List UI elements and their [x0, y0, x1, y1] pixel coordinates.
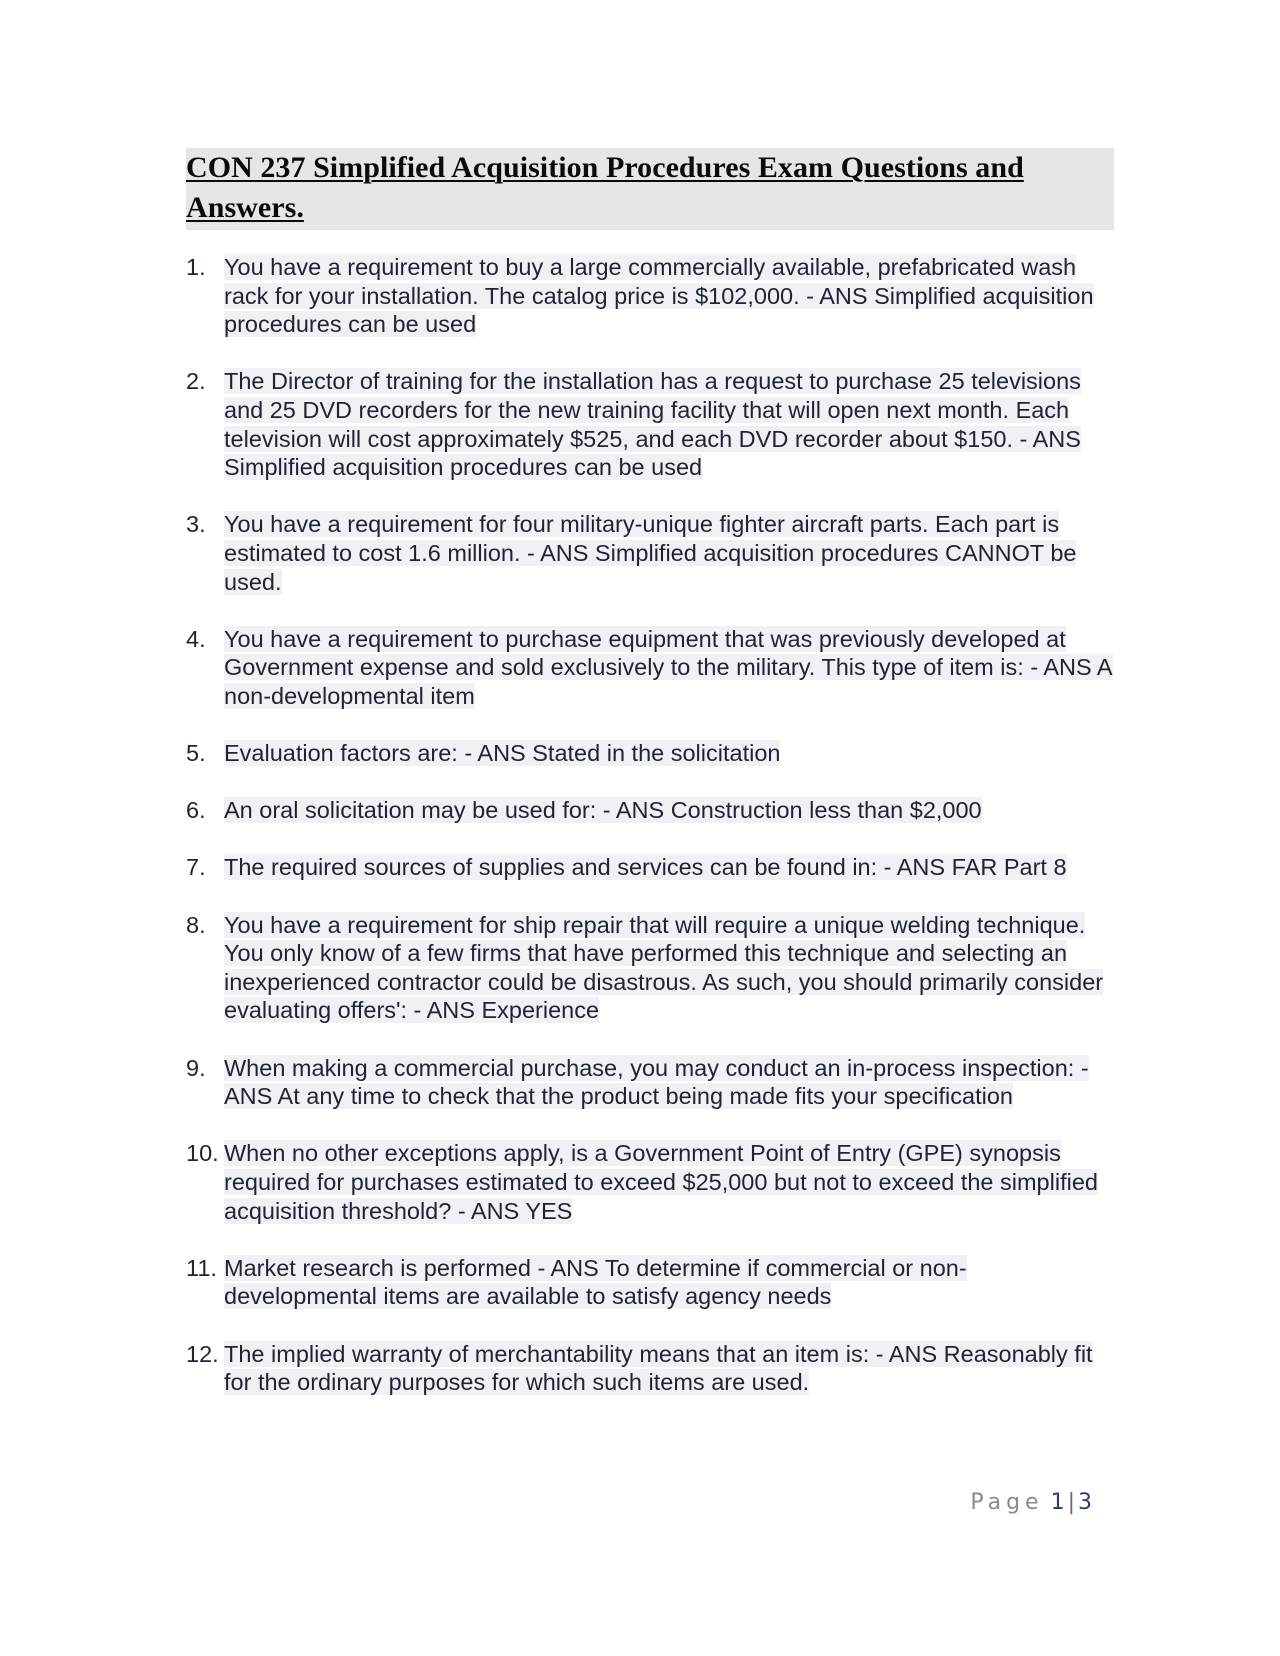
title-block [186, 148, 1114, 230]
list-item-text: The required sources of supplies and services can be found in: - ANS FAR Part 8 [224, 854, 1067, 881]
question-list [186, 253, 1116, 1425]
list-item-number: 11. [186, 1254, 217, 1281]
list-item [186, 253, 1116, 339]
list-item [186, 510, 1116, 596]
page-total: 3 [1078, 1490, 1092, 1515]
list-item-number: 10. [186, 1140, 219, 1167]
list-item-number: 1. [186, 254, 206, 280]
list-item [186, 1139, 1116, 1225]
list-item [186, 853, 1116, 882]
list-item-number: 9. [186, 1054, 206, 1081]
page-footer [970, 1490, 1092, 1515]
list-item-number: 8. [186, 911, 206, 938]
list-item [186, 796, 1116, 825]
list-item-number: 2. [186, 368, 206, 395]
list-item-text: When making a commercial purchase, you may conduct an in-process inspection: - ANS At any time to check that the product being made fits your specification [224, 1054, 1089, 1110]
list-item-text: Evaluation factors are: - ANS Stated in the solicitation [224, 740, 781, 767]
list-item-text: You have a requirement for ship repair that will require a unique welding technique. You only know of a few firms that have performed this technique and selecting an inexperienced contractor could be disastrous. As such, you should primarily consider evaluating offers': - ANS Experience [224, 911, 1104, 1024]
list-item [186, 1340, 1116, 1397]
list-item-number: 4. [186, 625, 206, 652]
page-current: 1 [1050, 1490, 1065, 1515]
list-item-number: 5. [186, 740, 206, 767]
list-item-text: An oral solicitation may be used for: - ANS Construction less than $2,000 [224, 797, 982, 824]
list-item [186, 739, 1116, 768]
page-label: Page [970, 1490, 1044, 1515]
list-item [186, 367, 1116, 481]
list-item-text: You have a requirement for four military-unique fighter aircraft parts. Each part is estimated to cost 1.6 million. - ANS Simplified acquisition procedures CANNOT be used. [224, 511, 1077, 595]
list-item-text: When no other exceptions apply, is a Government Point of Entry (GPE) synopsis required for purchases estimated to exceed $25,000 but not to exceed the simplified acquisition threshold? - ANS YES [224, 1140, 1098, 1224]
list-item [186, 1054, 1116, 1111]
list-item [186, 1254, 1116, 1311]
list-item-text: You have a requirement to purchase equipment that was previously developed at Government expense and sold exclusively to the military. This type of item is: - ANS A non-developmental item [224, 625, 1113, 709]
list-item [186, 911, 1116, 1025]
list-item-number: 7. [186, 854, 206, 881]
list-item-number: 12. [186, 1340, 219, 1367]
page-separator: | [1067, 1490, 1075, 1515]
list-item-number: 6. [186, 797, 206, 824]
list-item-number: 3. [186, 511, 206, 538]
list-item-text: Market research is performed - ANS To determine if commercial or non-developmental items are available to satisfy agency needs [224, 1254, 967, 1310]
list-item-text: You have a requirement to buy a large commercially available, prefabricated wash rack for your installation. The catalog price is $102,000. - ANS Simplified acquisition procedures can be used [224, 254, 1094, 338]
list-item-text: The implied warranty of merchantability means that an item is: - ANS Reasonably fit for the ordinary purposes for which such items are used. [224, 1340, 1093, 1396]
document-title: CON 237 Simplified Acquisition Procedures Exam Questions and Answers. [186, 151, 1024, 224]
list-item-text: The Director of training for the installation has a request to purchase 25 televisions and 25 DVD recorders for the new training facility that will open next month. Each television will cost approximately $525, and each DVD recorder about $150. - ANS Simplified acquisition procedures can be used [224, 368, 1081, 481]
list-item [186, 625, 1116, 711]
